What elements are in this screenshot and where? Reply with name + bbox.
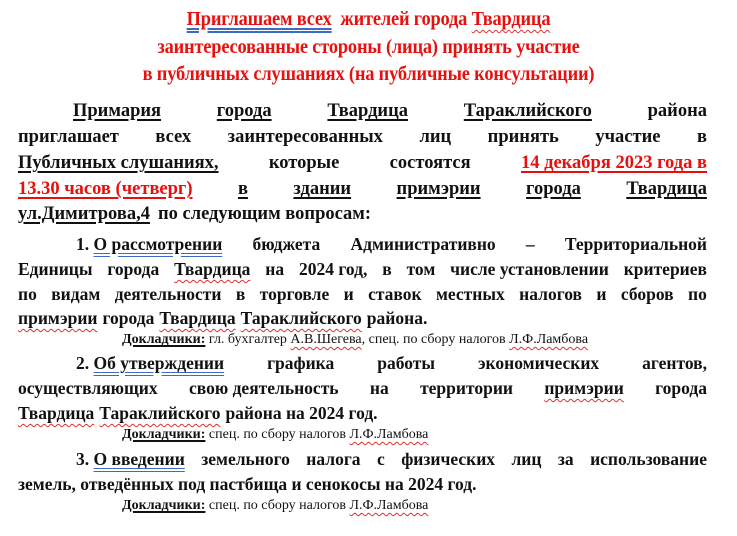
word: лиц bbox=[419, 127, 452, 147]
speaker-role: гл. бухгалтер bbox=[208, 332, 287, 347]
intro-line-4 bbox=[18, 179, 707, 200]
word: работы bbox=[377, 353, 436, 373]
word: лиц bbox=[511, 449, 542, 469]
word: Тараклийского bbox=[99, 403, 221, 423]
word: критериев bbox=[623, 259, 707, 279]
word: всех bbox=[155, 127, 192, 147]
word: принять bbox=[487, 127, 559, 147]
item-2-line-3 bbox=[18, 403, 707, 424]
word: и bbox=[343, 284, 354, 304]
speaker-role: , спец. по сбору налогов bbox=[361, 332, 506, 347]
word: экономических bbox=[477, 353, 600, 373]
item-1-line-3 bbox=[18, 284, 707, 305]
intro-line-5 bbox=[18, 204, 707, 225]
word: земель, отведённых под пастбища и сенокосы на 2024 год. bbox=[18, 474, 477, 494]
word: территории bbox=[420, 378, 513, 398]
word: за bbox=[557, 449, 574, 469]
word: на bbox=[369, 378, 389, 398]
hearing-time: 13.30 часов (четверг) bbox=[18, 179, 193, 199]
word: Территориальной bbox=[564, 234, 707, 254]
word: Единицы bbox=[18, 259, 93, 279]
word: Тараклийского bbox=[240, 308, 362, 328]
word: здании bbox=[293, 179, 352, 199]
speaker-role: спец. по сбору налогов bbox=[208, 427, 346, 442]
speaker-role: спец. по сбору налогов bbox=[208, 498, 346, 513]
word: бюджета bbox=[252, 234, 321, 254]
intro-ending: по следующим вопросам: bbox=[157, 204, 372, 224]
speakers-label: Докладчики: bbox=[122, 332, 206, 347]
word: сборов bbox=[620, 284, 674, 304]
word: Тараклийского bbox=[463, 101, 592, 121]
title-line-3: в публичных слушаниях (на публичные консультации) bbox=[142, 63, 595, 85]
word: по bbox=[688, 284, 707, 304]
word: с bbox=[376, 449, 385, 469]
speaker-name: Л.Ф.Ламбова bbox=[509, 332, 589, 347]
item-1-line-4 bbox=[18, 308, 707, 329]
word: района. bbox=[366, 308, 428, 328]
word: агентов, bbox=[642, 353, 707, 373]
word: участие bbox=[595, 127, 661, 147]
word: ставок bbox=[368, 284, 422, 304]
item-2-line-1 bbox=[18, 353, 707, 374]
word: Административно bbox=[350, 234, 496, 254]
word: физических bbox=[401, 449, 496, 469]
intro-line-3 bbox=[18, 153, 707, 174]
hearing-address: ул.Димитрова,4 bbox=[18, 204, 150, 224]
word: торговле bbox=[259, 284, 330, 304]
word: района на 2024 год. bbox=[225, 403, 378, 423]
word: Твардица bbox=[327, 101, 409, 121]
speaker-name: Л.Ф.Ламбова bbox=[349, 498, 429, 513]
word: примэрии bbox=[396, 179, 481, 199]
word: графика bbox=[267, 353, 335, 373]
word: приглашает bbox=[18, 127, 119, 147]
word: использование bbox=[590, 449, 707, 469]
word: Твардица bbox=[18, 403, 95, 423]
word: на bbox=[265, 259, 285, 279]
title-residents: жителей города bbox=[340, 8, 468, 30]
word: заинтересованных bbox=[227, 127, 383, 147]
word: в bbox=[382, 259, 392, 279]
item-1-line-2 bbox=[18, 259, 707, 280]
word: района bbox=[647, 101, 707, 121]
word: свою деятельность bbox=[188, 378, 339, 398]
word: Твардица bbox=[174, 259, 251, 279]
word: города bbox=[107, 259, 160, 279]
item-2-speakers bbox=[122, 427, 428, 443]
hearing-date: 14 декабря 2023 года в bbox=[520, 153, 707, 173]
word: города bbox=[655, 378, 707, 398]
item-3-speakers bbox=[122, 498, 428, 514]
title-town: Твардица bbox=[471, 8, 551, 30]
word: местных bbox=[435, 284, 505, 304]
word: и bbox=[596, 284, 607, 304]
intro-line-1 bbox=[18, 101, 707, 122]
word: 2024 год, bbox=[299, 259, 368, 279]
word: по bbox=[18, 284, 37, 304]
public-hearings-label: Публичных слушаниях, bbox=[18, 153, 219, 173]
word: – bbox=[525, 234, 535, 254]
item-2-line-2 bbox=[18, 378, 707, 399]
word: осуществляющих bbox=[18, 378, 158, 398]
word: налогов bbox=[519, 284, 582, 304]
item-heading: 1. О рассмотрении bbox=[76, 234, 223, 254]
word: Твардица bbox=[159, 308, 236, 328]
word: в bbox=[235, 284, 246, 304]
intro-line-2 bbox=[18, 127, 707, 148]
word: в bbox=[237, 179, 248, 199]
word: числе установлении bbox=[450, 259, 609, 279]
word: земельного bbox=[201, 449, 290, 469]
word: города bbox=[526, 179, 581, 199]
word: города bbox=[102, 308, 155, 328]
word: состоятся bbox=[389, 153, 471, 173]
word: примэрии bbox=[18, 308, 98, 328]
speaker-name: Л.Ф.Ламбова bbox=[349, 427, 429, 442]
item-heading: 2. Об утверждении bbox=[76, 353, 225, 373]
word: примэрии bbox=[544, 378, 624, 398]
word: деятельности bbox=[114, 284, 222, 304]
item-3-line-2 bbox=[18, 474, 707, 495]
item-1-speakers bbox=[122, 332, 588, 348]
title-line-1 bbox=[29, 8, 707, 31]
speakers-label: Докладчики: bbox=[122, 498, 206, 513]
word: которые bbox=[268, 153, 340, 173]
item-3-line-1 bbox=[18, 449, 707, 470]
item-heading: 3. О введении bbox=[76, 449, 185, 469]
speakers-label: Докладчики: bbox=[122, 427, 206, 442]
title-line-2: заинтересованные стороны (лица) принять участие bbox=[157, 36, 580, 58]
word: в bbox=[696, 127, 707, 147]
word: том bbox=[406, 259, 436, 279]
word: города bbox=[216, 101, 272, 121]
speaker-name: А.В.Шегева bbox=[290, 332, 362, 347]
title-invite: Приглашаем всех bbox=[186, 8, 332, 30]
word: Примария bbox=[73, 101, 162, 121]
word: налога bbox=[306, 449, 361, 469]
word: видам bbox=[51, 284, 101, 304]
word: Твардица bbox=[626, 179, 707, 199]
item-1-line-1 bbox=[18, 234, 707, 255]
